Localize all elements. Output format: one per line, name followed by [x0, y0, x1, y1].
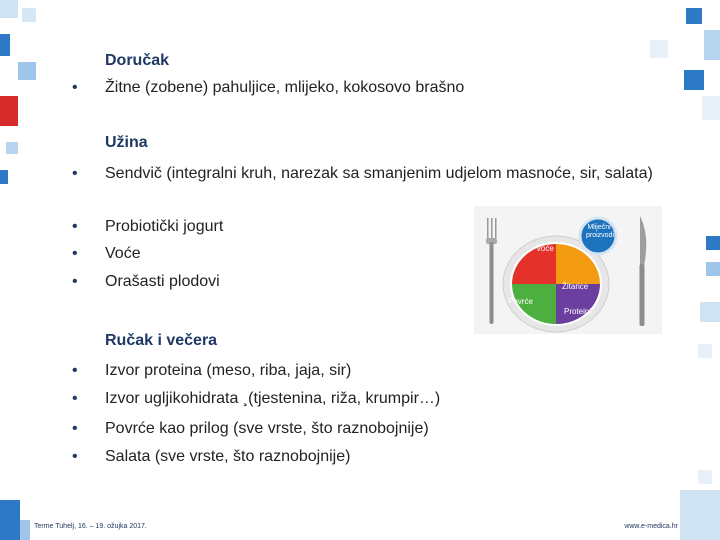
plate-label-grains: Žitarice	[562, 282, 589, 291]
footer-event: Terme Tuhelj, 16. – 19. ožujka 2017.	[34, 523, 147, 530]
section-heading-snack: Užina	[105, 134, 148, 151]
list-item: Orašasti plodovi	[105, 273, 220, 290]
bullet: •	[72, 273, 78, 290]
decor-square	[698, 344, 712, 358]
bullet: •	[72, 390, 78, 407]
list-item: Žitne (zobene) pahuljice, mlijeko, kokosovo brašno	[105, 79, 465, 96]
decor-square	[6, 142, 18, 154]
list-item: Sendvič (integralni kruh, narezak sa smanjenim udjelom masnoće, sir, salata)	[105, 165, 653, 182]
decor-square	[0, 0, 18, 18]
decor-square	[650, 40, 668, 58]
decor-square	[686, 8, 702, 24]
decor-square	[704, 30, 720, 60]
decor-square	[702, 96, 720, 120]
decor-square	[0, 170, 8, 184]
list-item: Povrće kao prilog (sve vrste, što raznobojnije)	[105, 420, 429, 437]
bullet: •	[72, 218, 78, 235]
decor-square	[706, 236, 720, 250]
decor-square	[698, 470, 712, 484]
decor-square	[0, 96, 18, 126]
bullet: •	[72, 165, 78, 182]
decor-square	[0, 500, 20, 540]
bullet: •	[72, 245, 78, 262]
footer-website[interactable]: www.e-medica.hr	[624, 523, 678, 530]
decor-square	[700, 302, 720, 322]
bullet: •	[72, 448, 78, 465]
myplate-image	[474, 206, 662, 334]
list-item: Salata (sve vrste, što raznobojnije)	[105, 448, 351, 465]
list-item: Probiotički jogurt	[105, 218, 224, 235]
plate-label-fruit: Voće	[536, 244, 554, 253]
decor-square	[684, 70, 704, 90]
list-item: Izvor ugljikohidrata ¸(tjestenina, riža, krumpir…)	[105, 390, 441, 407]
list-item: Izvor proteina (meso, riba, jaja, sir)	[105, 362, 352, 379]
section-heading-breakfast: Doručak	[105, 52, 170, 69]
plate-label-dairy: Mliječni proizvodi	[586, 224, 615, 239]
knife-icon	[640, 216, 647, 326]
decor-square	[20, 520, 30, 540]
decor-square	[680, 490, 720, 540]
list-item: Voće	[105, 245, 141, 262]
section-heading-lunch-dinner: Ručak i večera	[105, 332, 218, 349]
decor-square	[22, 8, 36, 22]
plate-label-vegetables: Povrće	[508, 297, 533, 306]
bullet: •	[72, 362, 78, 379]
fork-icon	[486, 218, 497, 324]
bullet: •	[72, 420, 78, 437]
plate-label-protein: Proteini	[564, 307, 592, 316]
decor-square	[18, 62, 36, 80]
decor-square	[0, 34, 10, 56]
decor-square	[706, 262, 720, 276]
bullet: •	[72, 79, 78, 96]
